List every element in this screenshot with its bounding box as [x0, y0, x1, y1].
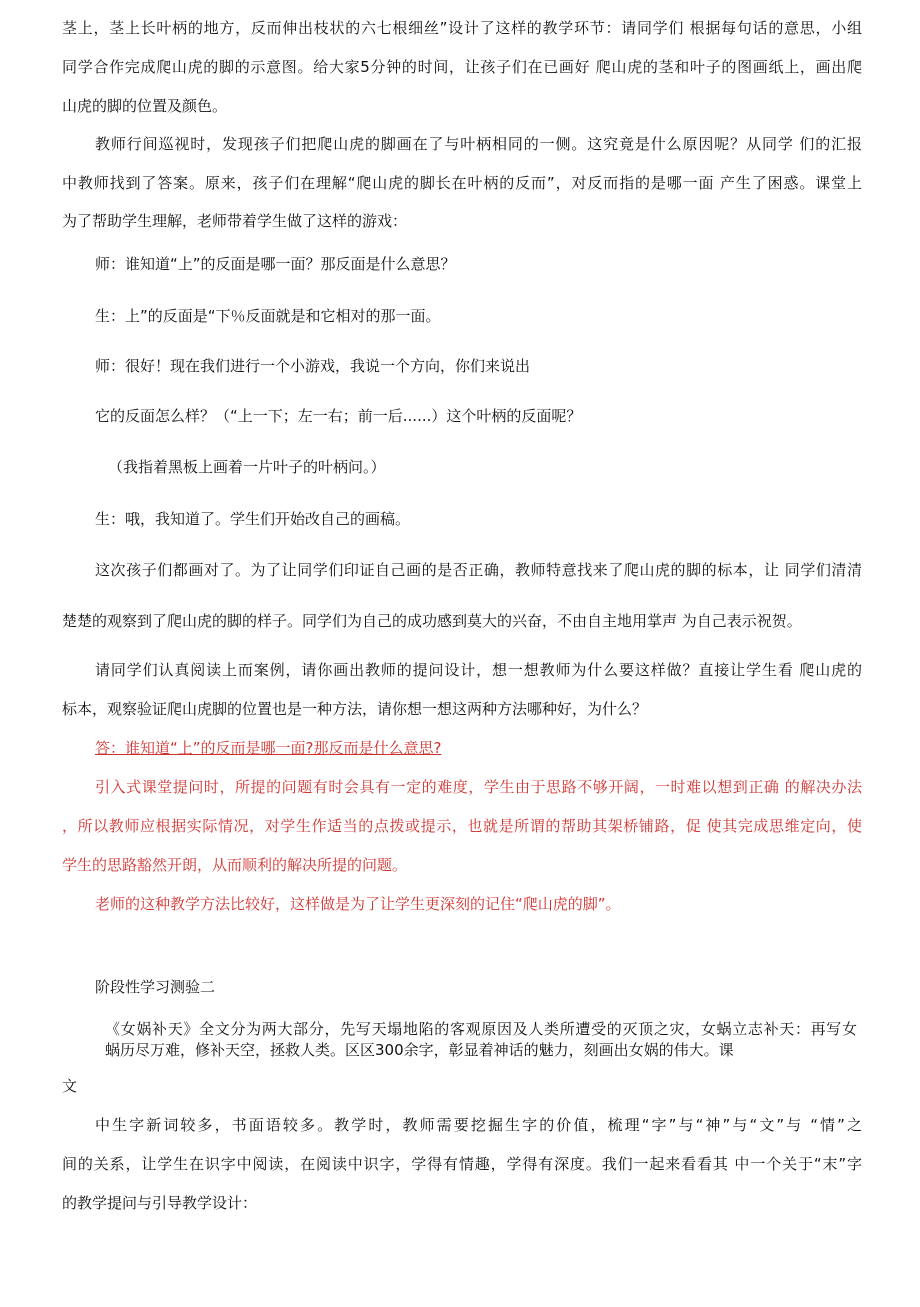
text-line: 的教学提问与引导教学设计： — [62, 1194, 258, 1212]
answer-line: ，所以教师应根据实际情况，对学生作适当的点拨或提示，也就是所谓的帮助其架桥铺路，促 使其完成思维定向，使 — [62, 817, 862, 835]
text-line: 《女娲补天》全文分为两大部分，先写天塌地陷的客观原因及人类所遭受的灭顶之灾，女蜗立志补天：再写女 — [105, 1020, 857, 1038]
dialogue-line: 师：谁知道“上”的反面是哪一面？那反面是什么意思？ — [95, 255, 456, 273]
answer-line: 答：谁知道“上”的反而是哪一面?那反而是什么意思? — [95, 739, 442, 757]
text-line: 楚楚的观察到了爬山虎的脚的样子。同学们为自己的成功感到莫大的兴奋，不由自主地用掌声 为自己表示祝贺。 — [62, 612, 802, 630]
text-line: 蜗历尽万难，修补天空，拯救人类。区区300余字，彰显着神话的魅力，刻画出女娲的伟大。课 — [105, 1041, 734, 1059]
section-heading: 阶段性学习测验二 — [95, 978, 216, 996]
text-line: 山虎的脚的位置及颜色。 — [62, 97, 228, 115]
text-line: 中生字新词较多，书面语较多。教学时，教师需要挖掘生字的价值，梳理“字”与“神”与“文”与 “情”之 — [95, 1116, 862, 1134]
text-line: 中教师找到了答案。原来，孩子们在理解“爬山虎的脚长在叶柄的反而”，对反而指的是哪一面 产生了困惑。课堂上 — [62, 174, 862, 192]
question-line: 请同学们认真阅读上而案例，请你画出教师的提问设计，想一想教师为什么要这样做？直接让学生看 爬山虎的 — [95, 661, 862, 679]
text-line: 为了帮助学生理解，老师带着学生做了这样的游戏： — [62, 212, 408, 230]
text-line: 文 — [62, 1077, 78, 1095]
dialogue-line: （我指着黑板上画着一片叶子的叶柄问。） — [108, 458, 386, 476]
answer-line: 学生的思路豁然开朗，从而顺利的解决所提的问题。 — [62, 856, 408, 874]
dialogue-line: 师：很好！现在我们进行一个小游戏，我说一个方向，你们来说出 — [95, 357, 531, 375]
dialogue-line: 生：哦，我知道了。学生们开始改自己的画稿。 — [95, 510, 411, 528]
answer-line: 老师的这种教学方法比较好，这样做是为了让学生更深刻的记住“爬山虎的脚”。 — [95, 895, 621, 913]
text-line: 茎上，茎上长叶柄的地方，反而伸出枝状的六七根细丝”设计了这样的教学环节：请同学们 根据每句话的意思，小组 — [62, 19, 862, 37]
dialogue-line: 生：上”的反面是“下％反面就是和它相对的那一面。 — [95, 307, 441, 325]
text-line: 教师行间巡视时，发现孩子们把爬山虎的脚画在了与叶柄相同的一侧。这究竟是什么原因呢？从同学 们的汇报 — [95, 135, 862, 153]
answer-line: 引入式课堂提问时，所提的问题有时会具有一定的难度，学生由于思路不够开阔，一时难以想到正确 的解决办法 — [95, 778, 862, 796]
dialogue-line: 它的反面怎么样？（“上一下；左一右；前一后......）这个叶柄的反面呢？ — [95, 407, 582, 425]
text-line: 这次孩子们都画对了。为了让同学们印证自己画的是否正确，教师特意找来了爬山虎的脚的标本，让 同学们清清 — [95, 561, 862, 579]
text-line: 间的关系，让学生在识字中阅读，在阅读中识字，学得有情趣，学得有深度。我们一起来看看其 中一个关于“末”字 — [62, 1155, 862, 1173]
text-line: 同学合作完成爬山虎的脚的示意图。给大家5分钟的时间，让孩子们在已画好 爬山虎的茎和叶子的图画纸上，画出爬 — [62, 58, 862, 76]
question-line: 标本，观察验证爬山虎脚的位置也是一种方法，请你想一想这两种方法哪种好，为什么？ — [62, 700, 648, 718]
